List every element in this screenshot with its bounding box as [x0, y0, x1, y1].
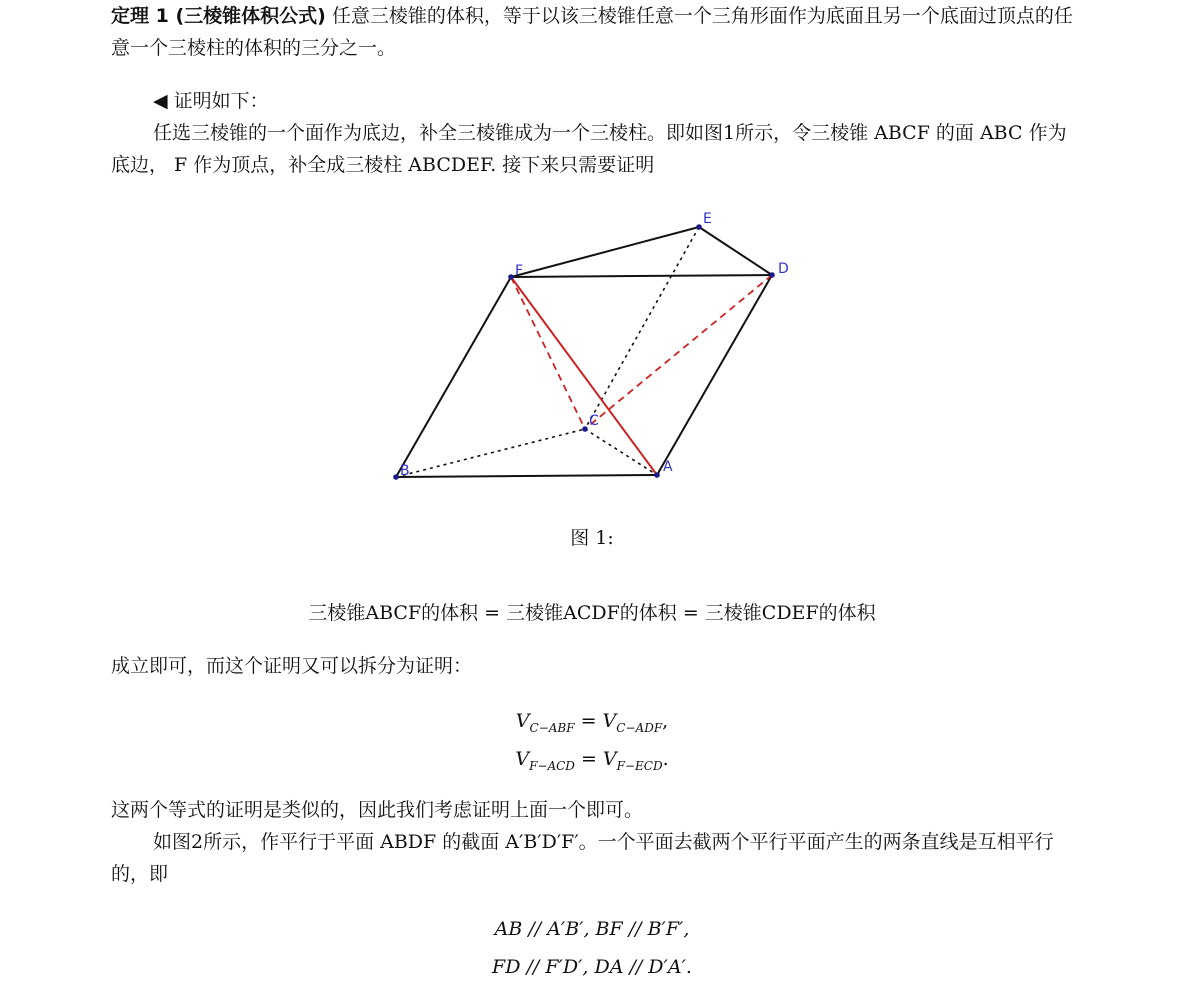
label-D: D — [778, 261, 789, 277]
equation-1: $V_{C-ABF} = V_{C-ADF}$, — [515, 710, 669, 735]
edge-FD — [511, 275, 772, 277]
point-A — [654, 472, 660, 478]
label-B: B — [400, 463, 410, 479]
equation-main: 三棱锥ABCF的体积 = 三棱锥ACDF的体积 = 三棱锥CDEF的体积 — [308, 602, 876, 624]
label-C: C — [589, 413, 599, 429]
label-E: E — [703, 211, 712, 227]
theorem-text: 任意三棱锥的体积，等于以该三棱锥任意一个三角形面作为底面且另一个底面过顶点的任意一个三棱柱的体积的三分之一。 — [111, 5, 1073, 59]
figure-caption: 图 1: — [570, 527, 614, 549]
equation-2: $V_{F-ACD} = V_{F-ECD}$. — [515, 748, 669, 773]
equation-block-1 — [111, 702, 1073, 778]
edge-FA — [511, 277, 657, 475]
edge-FB — [396, 277, 511, 477]
edge-FE — [511, 227, 699, 277]
edge-CA — [585, 429, 657, 475]
equation-block-2 — [111, 910, 1073, 986]
proof-paragraph-2: 成立即可，而这个证明又可以拆分为证明： — [111, 655, 473, 677]
equation-3: AB // A′B′, BF // B′F′, — [494, 918, 690, 940]
label-F: F — [515, 263, 524, 279]
edge-BA — [396, 475, 657, 477]
equation-4: FD // F′D′, DA // D′A′. — [492, 956, 692, 978]
label-A: A — [663, 459, 673, 475]
proof-paragraph-4: 如图2所示，作平行于平面 ABDF 的截面 A′B′D′F′。一个平面去截两个平行平面产生的两条直线是互相平行的，即 — [111, 831, 1054, 885]
edge-FC — [511, 277, 585, 429]
point-E — [696, 224, 702, 230]
proof-paragraph-3: 这两个等式的证明是类似的，因此我们考虑证明上面一个即可。 — [111, 799, 644, 821]
edge-ED — [699, 227, 772, 275]
edge-BC — [396, 429, 585, 477]
point-B — [393, 474, 399, 480]
point-F — [508, 274, 514, 280]
prism-figure — [391, 205, 811, 495]
point-D — [769, 272, 775, 278]
theorem-head: 定理 1 (三棱锥体积公式) — [111, 5, 326, 27]
theorem-statement — [111, 0, 1073, 64]
proof-paragraph-1: 任选三棱锥的一个面作为底边，补全三棱锥成为一个三棱柱。即如图1所示，令三棱锥 ABCF 的面 ABC 作为底边， F 作为顶点，补全成三棱柱 ABCDEF. 接下来只需要证明 — [111, 122, 1067, 176]
edge-DA — [657, 275, 772, 475]
edge-EC — [585, 227, 699, 429]
proof-start: ◀ 证明如下： — [153, 90, 269, 112]
edge-DC — [585, 275, 772, 429]
point-C — [582, 426, 588, 432]
